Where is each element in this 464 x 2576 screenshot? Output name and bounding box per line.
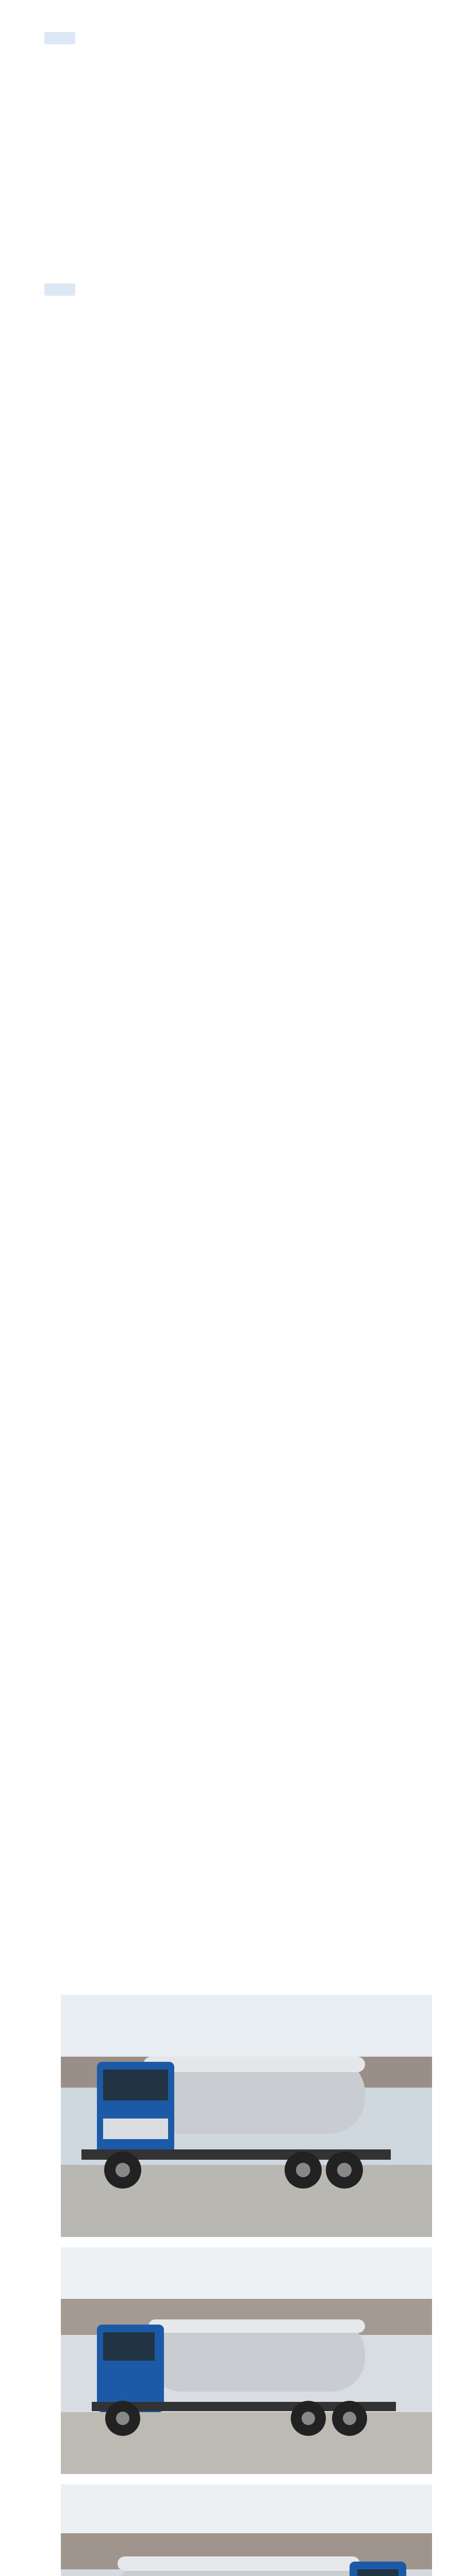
rear-view-photo — [61, 2484, 432, 2576]
side-view-photo — [61, 2247, 432, 2474]
front-view-photo — [61, 1995, 432, 2237]
section-heading-intro — [44, 32, 75, 44]
section-heading-params — [44, 283, 75, 296]
